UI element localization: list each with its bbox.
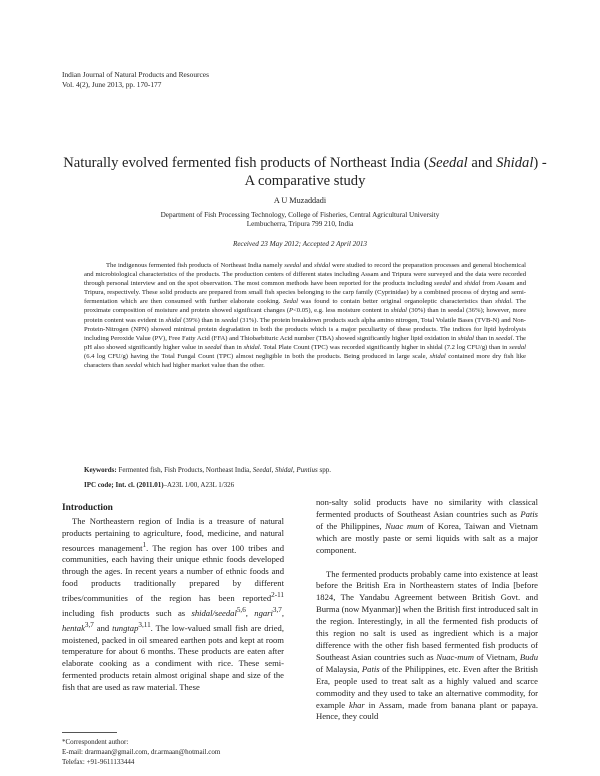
journal-issue: Vol. 4(2), June 2013, pp. 170-177 [62,80,162,89]
paper-subtitle: A comparative study [244,173,366,189]
affiliation: Department of Fish Processing Technology, College of Fisheries, Central Agricultural University Lembucherra, Tripura 799 210, India [160,211,440,228]
journal-name: Indian Journal of Natural Products and Resources [62,70,209,79]
footnote: *Correspondent author: E-mail: drarmaan@gmail.com, dr.armaan@hotmail.com Telefax: +91-9611133444 [62,738,221,766]
journal-header [62,70,209,90]
right-column [316,497,538,723]
right-paragraph-1: non-salty solid products have no similarity with classical fermented products of Southeast Asian countries such as Patis of the Philippines, Nuac mum of Korea, Taiwan and Vietnam which are mostly paste or semi liquids with salt as a major component. [316,497,538,555]
abstract: The indigenous fermented fish products of Northeast India namely seedal and shidal were studied to record the preparation processes and general biochemical and microbiological characteristics of the products. The production centers of different states including Assam and Tripura were surveyed and the data were recorded through personal interview and on the spot observation. The most common methods have been reported for the products including seedal and shidal from Assam and Tripura, respectively. These solid products are prepared from small fish species belonging to the carp family (Cyprinidae) by a combined process of drying and semi-fermentation which are then consumed with further elaborate cooking. Sedal was found to contain better original organoleptic characteristics than shidal. The proximate composition of moisture and protein showed significant changes (P<0.05), e.g. less moisture content in shidal (30%) than in seedal (36%); however, more protein content was evident in shidal (39%) than in seedal (31%). The protein breakdown products such alpha amino nitrogen, Total Volatile Bases (TVB-N) and Non-Protein-Nitrogen (NPN) showed minimal protein degradation in both the products which is a major peculiarity of these products. The indices for lipid hydrolysis including Peroxide Value (PV), Free Fatty Acid (FFA) and Thiobarbituric Acid number (TBA) showed significantly higher lipid oxidation in shidal than in seedal. The pH also showed significantly higher value in seedal than in shidal. Total Plate Count (TPC) was recorded significantly higher in shidal (7.2 log CFU/g) than in seedal (6.4 log CFU/g) having the Total Fungal Count (TPC) almost negligible in both the products. Being produced in large scale, shidal contained more dry fish like characters than seedal which had higher market value than the other. [84,262,526,370]
right-paragraph-2: The fermented products probably came into existence at least before the British Era in Northeastern states of India [before 1824, The Yandabu Agreement between British Govt. and Burma (now Myanmar)] when the British first introduced salt in the region. Interestingly, in all the fermented fish products of this region no salt is used as ingredient which is a major difference with the other fish based fermented fish products of Southeast Asian countries such as Nuac-mum of Vietnam, Budu of Malaysia, Patis of the Philippines, etc. Even after the British Era, people used to treat salt as a highly valued and scarce commodity and they used to take an alternative commodity, for example khar in Assam, made from banana plant or papaya. Hence, they could [316,568,538,722]
received-date: Received 23 May 2012; Accepted 2 April 2013 [232,240,368,248]
paper-title: Naturally evolved fermented fish products of Northeast India (Seedal and Shidal) - A comparative study [63,155,547,189]
footnote-divider [62,732,117,733]
author: A U Muzaddadi [273,196,327,205]
section-heading-introduction: Introduction [62,503,113,513]
left-column [62,503,284,694]
ipc-code: IPC code; Int. cl. (2011.01)–A23L 1/00, A23L 1/326 [84,481,235,489]
keywords: Keywords: Fermented fish, Fish Products, Northeast India, Seedal, Shidal, Puntius spp. [84,466,331,474]
intro-paragraph: The Northeastern region of India is a treasure of natural products pertaining to agriculture, food, medicine, and natural resources management$^1$. The region has over 100 tribes and communities, each having their unique ethnic foods developed through the ages. In recent years a number of ethnic foods and food products traditionally prepared by different tribes/communities of the region has been reported$^{2-11}$ including fish products such as shidal/seedal$^{5,6}$, ngari$^{3,7}$, hentak$^{3,7}$ and tungtap$^{3,11}$. The low-valued small fish are dried, moistened, packed in oil smeared earthen pots and kept at room temperature for about 6 months. These products are eaten after elaborate cooking as a condiment with rice. These semi-fermented products retain almost original shape and size of the fish that are used as raw material. These [62,515,285,693]
